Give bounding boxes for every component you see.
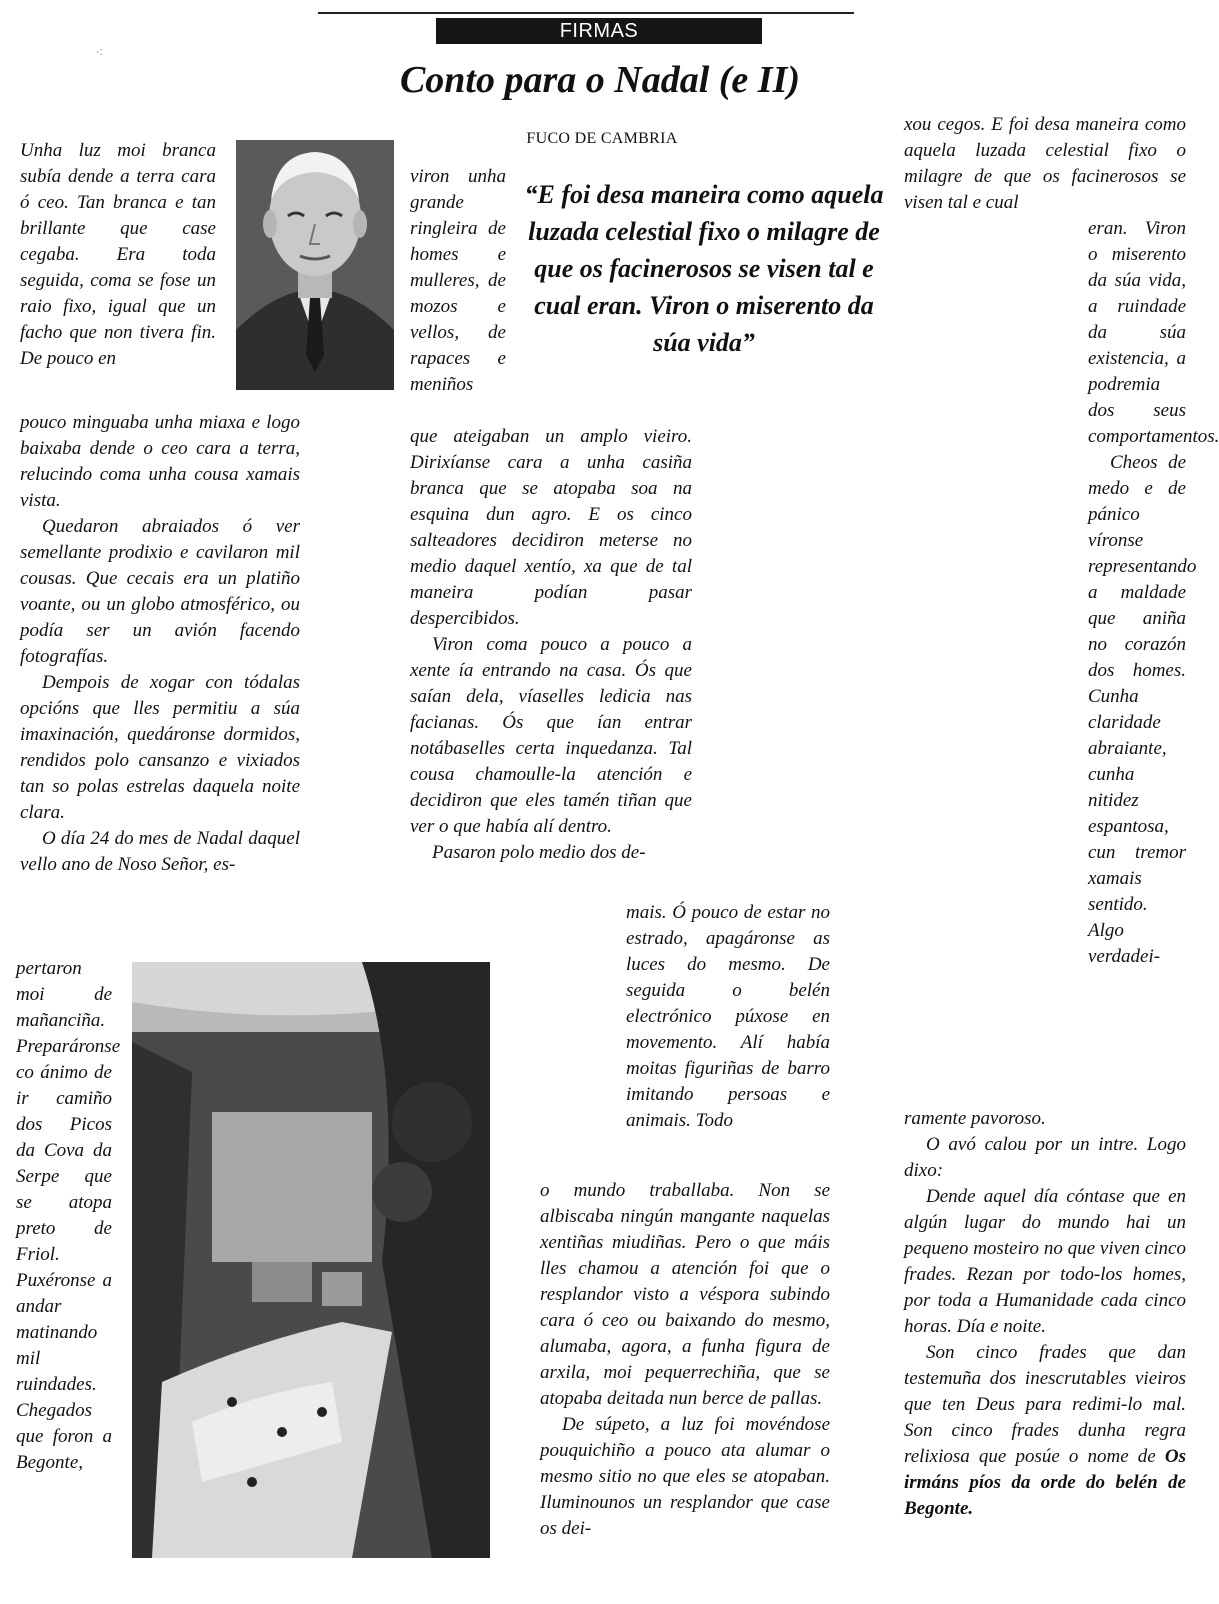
column-3 [540, 1178, 830, 1542]
column-1-top [20, 138, 216, 372]
order-name: Os irmáns píos da orde do belén de Begonte. [904, 1446, 1186, 1519]
paragraph: O avó calou por un intre. Logo dixo: [904, 1134, 1186, 1181]
paragraph: eran. Viron o miserento da súa vida, a ruindade da súa existencia, a podremia dos seus comportamentos. [1088, 218, 1219, 447]
paragraph: Quedaron abraiados ó ver semellante prodixio e cavilaron mil cousas. Que cecais era un platiño voante, ou un globo atmosférico, ou podía ser un avión facendo fotografías. [20, 516, 300, 667]
nativity-photo [132, 962, 490, 1558]
column-3-narrow [626, 900, 830, 1134]
paragraph-text: Son cinco frades que dan testemuña dos inescrutables vieiros que ten Deus para redimi-lo mal. Son cinco frades dunha regra relixiosa que posúe o nome de [904, 1342, 1186, 1467]
column-1-narrow [16, 956, 121, 1476]
paragraph: que ateigaban un amplo vieiro. Dirixíanse cara a unha casiña branca que se atopaba soa na esquina dun agro. E os cinco salteadores decidiron meterse no medio daquel xentío, xa que de tal maneira podían pasar despercibidos. [410, 426, 692, 629]
paragraph: Unha luz moi branca subía dende a terra cara ó ceo. Tan branca e tan brillante que case cegaba. Era toda seguida, coma se fose un raio fixo, igual que un facho que non tivera fin. De pouco en [20, 140, 216, 369]
column-1 [20, 410, 300, 878]
header-rule [318, 12, 854, 14]
paragraph: Dempois de xogar con tódalas opcións que lles permitiu a súa imaxinación, quedáronse dormidos, rendidos polo cansanzo e vixiados tan so polas estrelas daquela noite clara. [20, 672, 300, 823]
paragraph: Cheos de medo e de pánico víronse representando a maldade que aniña no corazón dos homes. Cunha claridade abraiante, cunha nitidez espantosa, cun tremor xamais sentido. Algo verdadei- [1088, 452, 1197, 967]
portrait-illustration [236, 140, 394, 390]
article-title: Conto para o Nadal (e II) [399, 59, 801, 101]
column-4-narrow [1088, 216, 1219, 970]
paragraph: ramente pavoroso. [904, 1108, 1046, 1129]
paragraph: xou cegos. E foi desa maneira como aquela luzada celestial fixo o milagre de que os facinerosos se visen tal e cual [904, 114, 1186, 213]
column-2 [410, 424, 692, 866]
paragraph: mais. Ó pouco de estar no estrado, apagáronse as luces do mesmo. De seguida o belén electrónico púxose en movemento. Alí había moitas figuriñas de barro imitando persoas e animais. Todo [626, 902, 830, 1131]
byline: FUCO DE CAMBRIA [526, 130, 678, 147]
pull-quote: “E foi desa maneira como aquela luzada celestial fixo o milagre de que os facinerosos se visen tal e cual eran. Viron o miserento da súa vida” [524, 180, 884, 357]
column-4 [904, 1106, 1186, 1522]
paragraph: Pasaron polo medio dos de- [432, 842, 646, 863]
paragraph: pouco minguaba unha miaxa e logo baixaba dende o ceo cara a terra, relucindo coma unha cousa xamais vista. [20, 412, 300, 511]
author-portrait [236, 140, 394, 390]
column-2-narrow [410, 164, 506, 398]
column-4-top [904, 112, 1186, 216]
paragraph: O día 24 do mes de Nadal daquel vello ano de Noso Señor, es- [20, 828, 300, 875]
paragraph: Viron coma pouco a pouco a xente ía entrando na casa. Ós que saían dela, víaselles ledicia nas facianas. Ós que ían entrar notábaselles certa inquedanza. Tal cousa chamoulle-la atención e decidiron que eles tamén tiñan que ver o que había alí dentro. [410, 634, 692, 837]
paragraph: De súpeto, a luz foi movéndose pouquichiño a pouco ata alumar o mesmo sitio no que eles se atopaban. Iluminounos un resplandor que case os dei- [540, 1414, 830, 1539]
paragraph: viron unha grande ringleira de homes e mulleres, de mozos e vellos, de rapaces e meniños [410, 166, 506, 395]
paragraph [904, 1340, 1186, 1522]
paragraph: pertaron moi de mañanciña. Preparáronse co ánimo de ir camiño dos Picos da Cova da Serpe que se atopa preto de Friol. Puxéronse a andar matinando mil ruindades. Chegados que foron a Begonte, [16, 958, 121, 1473]
paragraph: Dende aquel día cóntase que en algún lugar do mundo hai un pequeno mosteiro no que viven cinco frades. Rezan por todo-los homes, por toda a Humanidade cada cinco horas. Día e noite. [904, 1186, 1186, 1337]
nativity-scene-illustration [132, 962, 490, 1558]
section-label: FIRMAS [436, 18, 762, 44]
paragraph: o mundo traballaba. Non se albiscaba ningún mangante naquelas xentiñas miudiñas. Pero o que máis lles chamou a atención foi que o resplandor visto a véspora subindo cara ó ceo ou baixando do mesmo, alumaba, agora, a funha figura de arxila, moi pequerrechiña, que se atopaba deitada nun berce de pallas. [540, 1180, 830, 1409]
margin-mark: ·: [96, 46, 103, 58]
